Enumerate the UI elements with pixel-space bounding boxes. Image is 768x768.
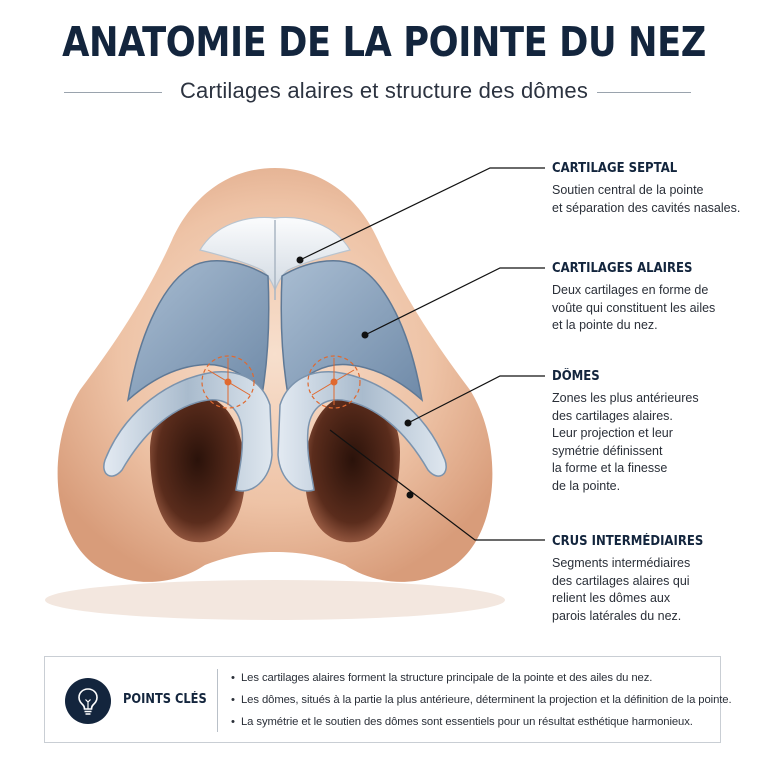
key-point-text: Les cartilages alaires forment la structure principale de la pointe et des ailes du nez.: [241, 672, 653, 684]
main-title: ANATOMIE DE LA POINTE DU NEZ: [62, 18, 706, 66]
bullet-marker: •: [231, 716, 235, 728]
annotation-domes: [552, 369, 762, 496]
annotation-crus-intermediaires: [552, 534, 762, 625]
subtitle-row: [0, 78, 768, 108]
bullet-marker: •: [231, 672, 235, 684]
annotation-title: DÔMES: [552, 369, 600, 384]
ground-shadow: [45, 580, 505, 620]
annotation-description: Zones les plus antérieures des cartilages alaires. Leur projection et leur symétrie définissent la forme et la finesse de la pointe.: [552, 391, 699, 493]
annotation-description: Deux cartilages en forme de voûte qui constituent les ailes et la pointe du nez.: [552, 283, 716, 333]
key-points-title: POINTS CLÉS: [123, 692, 207, 707]
key-point-text: Les dômes, situés à la partie la plus antérieure, déterminent la projection et la définition de la pointe.: [241, 694, 732, 706]
list-item: [231, 711, 717, 733]
key-points-divider: [217, 669, 218, 732]
key-points-list: [231, 667, 732, 733]
leader-dot-crus: [407, 492, 414, 499]
annotation-description: Segments intermédiaires des cartilages alaires qui relient les dômes aux parois latérales du nez.: [552, 556, 691, 623]
annotation-title: CARTILAGES ALAIRES: [552, 261, 693, 276]
key-point-text: La symétrie et le soutien des dômes sont essentiels pour un résultat esthétique harmonieux.: [241, 716, 693, 728]
annotation-cartilage-septal: [552, 161, 762, 217]
list-item: [231, 667, 717, 689]
annotation-title: CARTILAGE SEPTAL: [552, 161, 678, 176]
leader-dot-alaires: [362, 332, 369, 339]
list-item: [231, 689, 732, 711]
key-points-box: [44, 656, 732, 743]
annotation-description: Soutien central de la pointe et séparation des cavités nasales.: [552, 183, 741, 215]
subtitle: Cartilages alaires et structure des dômes: [179, 78, 589, 103]
leader-dot-domes: [405, 420, 412, 427]
subtitle-rule-right: [597, 92, 691, 93]
annotation-cartilages-alaires: [552, 261, 762, 335]
leader-dot-septal: [297, 257, 304, 264]
annotation-title: CRUS INTERMÉDIAIRES: [552, 534, 704, 549]
lightbulb-icon: [65, 678, 111, 724]
bullet-marker: •: [231, 694, 235, 706]
